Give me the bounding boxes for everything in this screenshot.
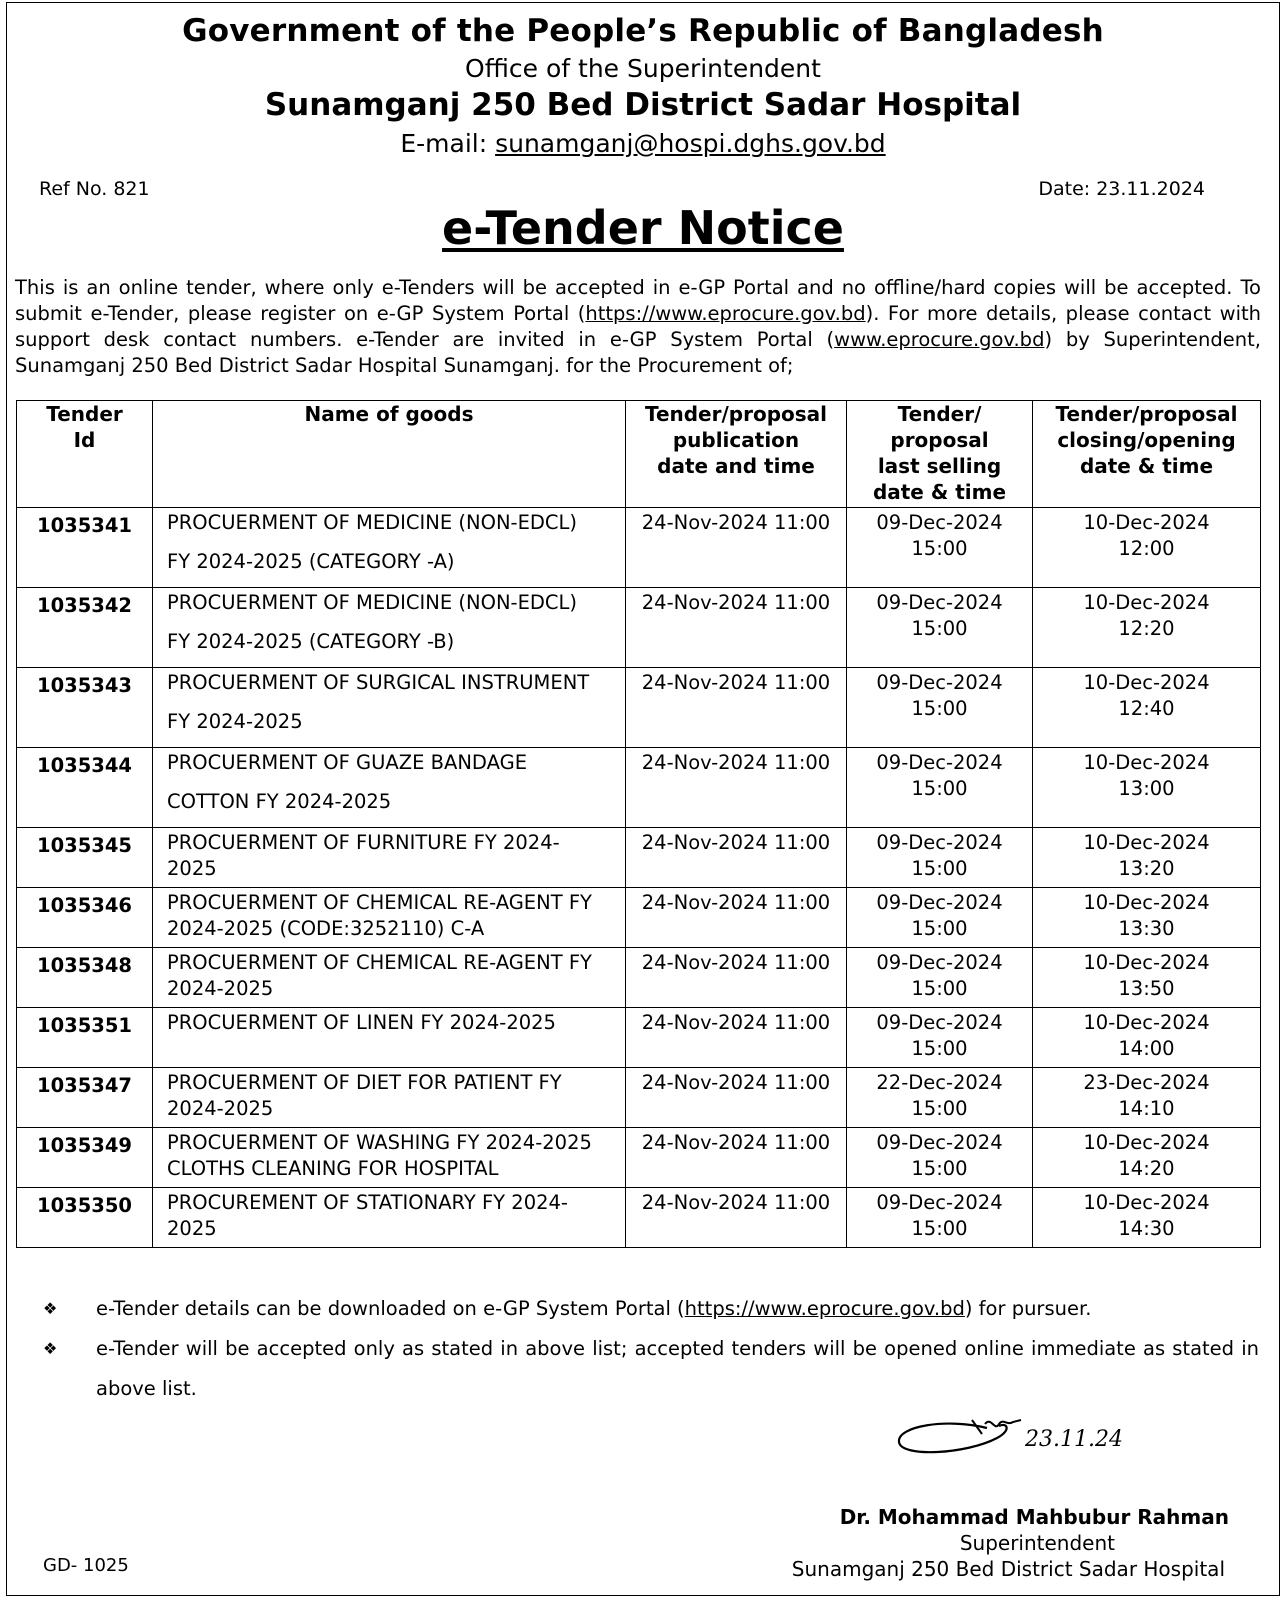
selling-date: 09-Dec-2024 (876, 511, 1003, 534)
selling-time: 15:00 (911, 777, 968, 800)
intro-text-2: ). For more details, please contact with support desk contact numbers. e-Tender are invited in e-GP System Portal ( (15, 302, 1261, 351)
closing-time: 14:30 (1118, 1217, 1175, 1240)
reference-number: Ref No. 821 (39, 178, 150, 200)
closing-time: 14:20 (1118, 1157, 1175, 1180)
selling-cell (847, 748, 1033, 828)
selling-cell (847, 1068, 1033, 1128)
closing-date: 10-Dec-2024 (1083, 951, 1210, 974)
selling-date: 09-Dec-2024 (876, 891, 1003, 914)
tender-id: 1035343 (37, 674, 132, 697)
selling-time: 15:00 (911, 977, 968, 1000)
closing-time: 13:00 (1118, 777, 1175, 800)
closing-date: 10-Dec-2024 (1083, 751, 1210, 774)
tender-id: 1035342 (37, 594, 132, 617)
office-heading: Office of the Superintendent (465, 54, 821, 83)
publication-datetime: 24-Nov-2024 11:00 (641, 1011, 831, 1034)
header-closing: Tender/proposal closing/opening date & time (1033, 401, 1261, 508)
tender-id-cell (17, 888, 153, 948)
list-item (43, 1289, 1259, 1329)
goods-cell (153, 1008, 626, 1068)
tender-id: 1035349 (37, 1134, 132, 1157)
tender-id: 1035351 (37, 1014, 132, 1037)
header-selling: Tender/ proposal last selling date & time (847, 401, 1033, 508)
goods-cell (153, 1188, 626, 1248)
goods-cell (153, 748, 626, 828)
closing-time: 14:10 (1118, 1097, 1175, 1120)
closing-cell (1033, 1188, 1261, 1248)
goods-cell (153, 1128, 626, 1188)
closing-time: 12:20 (1118, 617, 1175, 640)
tender-id: 1035345 (37, 834, 132, 857)
intro-text-3: ) by Superintendent, Sunamganj 250 Bed District Sadar Hospital Sunamganj. for the Procurement of; (15, 328, 1261, 377)
intro-text-1: This is an online tender, where only e-Tenders will be accepted in e-GP Portal and no offline/hard copies will be accepted. To submit e-Tender, please register on e-GP System Portal ( (15, 276, 1261, 325)
closing-date: 10-Dec-2024 (1083, 591, 1210, 614)
goods-line-1: PROCUERMENT OF SURGICAL INSTRUMENT (167, 671, 590, 694)
goods-line-1: PROCUERMENT OF FURNITURE FY 2024- (167, 831, 560, 854)
diamond-bullet-icon: ❖ (43, 1299, 58, 1318)
government-heading: Government of the People’s Republic of Bangladesh (182, 13, 1104, 49)
publication-datetime: 24-Nov-2024 11:00 (641, 511, 831, 534)
publication-datetime: 24-Nov-2024 11:00 (641, 1131, 831, 1154)
tender-id: 1035347 (37, 1074, 132, 1097)
table-row (17, 1128, 1261, 1188)
closing-time: 12:00 (1118, 537, 1175, 560)
goods-cell (153, 588, 626, 668)
closing-date: 10-Dec-2024 (1083, 1011, 1210, 1034)
closing-cell (1033, 1128, 1261, 1188)
closing-cell (1033, 888, 1261, 948)
publication-datetime: 24-Nov-2024 11:00 (641, 591, 831, 614)
header-goods: Name of goods (153, 401, 626, 508)
selling-date: 22-Dec-2024 (876, 1071, 1003, 1094)
selling-cell (847, 888, 1033, 948)
publication-datetime: 24-Nov-2024 11:00 (641, 831, 831, 854)
goods-line-2: FY 2024-2025 (167, 710, 303, 733)
publication-cell (626, 1068, 847, 1128)
note-text: ) for pursuer. (964, 1297, 1092, 1320)
publication-datetime: 24-Nov-2024 11:00 (641, 1191, 831, 1214)
tender-id-cell (17, 828, 153, 888)
goods-line-2: 2024-2025 (CODE:3252110) C-A (167, 917, 485, 940)
closing-date: 10-Dec-2024 (1083, 1131, 1210, 1154)
tender-id-cell (17, 668, 153, 748)
selling-cell (847, 1188, 1033, 1248)
goods-cell (153, 668, 626, 748)
tender-id-cell (17, 508, 153, 588)
footer-code: GD- 1025 (43, 1555, 129, 1576)
goods-line-1: PROCUERMENT OF MEDICINE (NON-EDCL) (167, 511, 577, 534)
closing-time: 13:50 (1118, 977, 1175, 1000)
tender-id-cell (17, 588, 153, 668)
goods-line-1: PROCUERMENT OF CHEMICAL RE-AGENT FY (167, 951, 592, 974)
hospital-heading: Sunamganj 250 Bed District Sadar Hospital (264, 87, 1022, 123)
tender-id-cell (17, 1188, 153, 1248)
goods-line-2: COTTON FY 2024-2025 (167, 790, 392, 813)
publication-datetime: 24-Nov-2024 11:00 (641, 951, 831, 974)
selling-time: 15:00 (911, 1217, 968, 1240)
closing-time: 13:20 (1118, 857, 1175, 880)
closing-cell (1033, 588, 1261, 668)
table-row (17, 508, 1261, 588)
selling-date: 09-Dec-2024 (876, 1191, 1003, 1214)
email-label: E-mail: (400, 129, 496, 158)
goods-cell (153, 948, 626, 1008)
selling-cell (847, 668, 1033, 748)
closing-cell (1033, 508, 1261, 588)
table-header-row (17, 401, 1261, 508)
table-row (17, 828, 1261, 888)
notes-list (43, 1289, 1259, 1409)
selling-time: 15:00 (911, 1157, 968, 1180)
handwritten-signature (887, 1408, 1187, 1468)
selling-date: 09-Dec-2024 (876, 671, 1003, 694)
email-line (7, 129, 1279, 158)
tender-id-cell (17, 948, 153, 1008)
closing-time: 13:30 (1118, 917, 1175, 940)
goods-line-2: 2024-2025 (167, 1097, 274, 1120)
selling-cell (847, 828, 1033, 888)
signature-date: 23.11.24 (1025, 1427, 1123, 1452)
publication-cell (626, 1008, 847, 1068)
tender-id: 1035350 (37, 1194, 132, 1217)
tender-id-cell (17, 1008, 153, 1068)
tender-id: 1035346 (37, 894, 132, 917)
note-text: e-Tender details can be downloaded on e-GP System Portal ( (96, 1297, 685, 1320)
tender-id-cell (17, 748, 153, 828)
table-row (17, 888, 1261, 948)
diamond-bullet-icon: ❖ (43, 1339, 58, 1358)
selling-cell (847, 1008, 1033, 1068)
closing-date: 10-Dec-2024 (1083, 671, 1210, 694)
eprocure-link-1[interactable]: https://www.eprocure.gov.bd (585, 302, 866, 325)
closing-cell (1033, 1068, 1261, 1128)
goods-line-1: PROCUERMENT OF DIET FOR PATIENT FY (167, 1071, 562, 1094)
goods-cell (153, 828, 626, 888)
signatory-organization: Sunamganj 250 Bed District Sadar Hospital (791, 1557, 1225, 1581)
selling-time: 15:00 (911, 697, 968, 720)
note-text: e-Tender will be accepted only as stated in above list; accepted tenders will be opened online immediate as stated in above list. (96, 1337, 1259, 1400)
publication-datetime: 24-Nov-2024 11:00 (641, 891, 831, 914)
selling-date: 09-Dec-2024 (876, 831, 1003, 854)
selling-date: 09-Dec-2024 (876, 951, 1003, 974)
goods-line-2: 2025 (167, 1217, 217, 1240)
tender-id: 1035341 (37, 514, 132, 537)
intro-paragraph (15, 275, 1261, 379)
notice-page (6, 2, 1280, 1596)
goods-line-2: FY 2024-2025 (CATEGORY -B) (167, 630, 455, 653)
goods-line-1: PROCUERMENT OF LINEN FY 2024-2025 (167, 1011, 556, 1034)
tender-id-cell (17, 1068, 153, 1128)
closing-date: 10-Dec-2024 (1083, 511, 1210, 534)
publication-cell (626, 668, 847, 748)
publication-cell (626, 828, 847, 888)
signatory-name: Dr. Mohammad Mahbubur Rahman (839, 1505, 1229, 1529)
table-row (17, 1188, 1261, 1248)
selling-cell (847, 508, 1033, 588)
closing-time: 12:40 (1118, 697, 1175, 720)
goods-line-2: FY 2024-2025 (CATEGORY -A) (167, 550, 455, 573)
selling-time: 15:00 (911, 537, 968, 560)
goods-line-1: PROCUREMENT OF STATIONARY FY 2024- (167, 1191, 568, 1214)
selling-date: 09-Dec-2024 (876, 591, 1003, 614)
selling-cell (847, 948, 1033, 1008)
selling-date: 09-Dec-2024 (876, 751, 1003, 774)
table-row (17, 668, 1261, 748)
header-publication: Tender/proposal publication date and time (626, 401, 847, 508)
goods-line-1: PROCUERMENT OF CHEMICAL RE-AGENT FY (167, 891, 592, 914)
table-row (17, 1008, 1261, 1068)
goods-cell (153, 888, 626, 948)
publication-cell (626, 888, 847, 948)
closing-date: 10-Dec-2024 (1083, 831, 1210, 854)
email-link[interactable]: sunamganj@hospi.dghs.gov.bd (495, 129, 886, 158)
goods-cell (153, 1068, 626, 1128)
selling-time: 15:00 (911, 617, 968, 640)
goods-line-2: CLOTHS CLEANING FOR HOSPITAL (167, 1157, 499, 1180)
goods-line-1: PROCUERMENT OF WASHING FY 2024-2025 (167, 1131, 592, 1154)
selling-cell (847, 1128, 1033, 1188)
eprocure-link-3[interactable]: https://www.eprocure.gov.bd (684, 1297, 965, 1320)
publication-datetime: 24-Nov-2024 11:00 (641, 751, 831, 774)
selling-time: 15:00 (911, 857, 968, 880)
goods-line-2: 2025 (167, 857, 217, 880)
table-row (17, 748, 1261, 828)
publication-cell (626, 1188, 847, 1248)
table-row (17, 1068, 1261, 1128)
publication-cell (626, 588, 847, 668)
selling-cell (847, 588, 1033, 668)
goods-line-1: PROCUERMENT OF MEDICINE (NON-EDCL) (167, 591, 577, 614)
tender-id: 1035344 (37, 754, 132, 777)
selling-date: 09-Dec-2024 (876, 1131, 1003, 1154)
publication-cell (626, 508, 847, 588)
publication-cell (626, 1128, 847, 1188)
closing-cell (1033, 668, 1261, 748)
signatory-designation: Superintendent (959, 1531, 1115, 1555)
closing-cell (1033, 828, 1261, 888)
closing-time: 14:00 (1118, 1037, 1175, 1060)
closing-cell (1033, 748, 1261, 828)
publication-datetime: 24-Nov-2024 11:00 (641, 671, 831, 694)
closing-cell (1033, 1008, 1261, 1068)
header-tender-id: Tender Id (17, 401, 153, 508)
publication-cell (626, 948, 847, 1008)
notice-date: Date: 23.11.2024 (1038, 178, 1205, 200)
selling-time: 15:00 (911, 1097, 968, 1120)
table-row (17, 588, 1261, 668)
goods-line-2: 2024-2025 (167, 977, 274, 1000)
tender-table (16, 400, 1261, 1248)
publication-cell (626, 748, 847, 828)
selling-time: 15:00 (911, 917, 968, 940)
closing-date: 10-Dec-2024 (1083, 1191, 1210, 1214)
goods-cell (153, 508, 626, 588)
eprocure-link-2[interactable]: www.eprocure.gov.bd (834, 328, 1045, 351)
closing-date: 23-Dec-2024 (1083, 1071, 1210, 1094)
goods-line-1: PROCUERMENT OF GUAZE BANDAGE (167, 751, 528, 774)
tender-id: 1035348 (37, 954, 132, 977)
tender-id-cell (17, 1128, 153, 1188)
table-row (17, 948, 1261, 1008)
page-title: e-Tender Notice (442, 201, 844, 255)
selling-date: 09-Dec-2024 (876, 1011, 1003, 1034)
list-item (43, 1329, 1259, 1409)
publication-datetime: 24-Nov-2024 11:00 (641, 1071, 831, 1094)
closing-cell (1033, 948, 1261, 1008)
closing-date: 10-Dec-2024 (1083, 891, 1210, 914)
selling-time: 15:00 (911, 1037, 968, 1060)
